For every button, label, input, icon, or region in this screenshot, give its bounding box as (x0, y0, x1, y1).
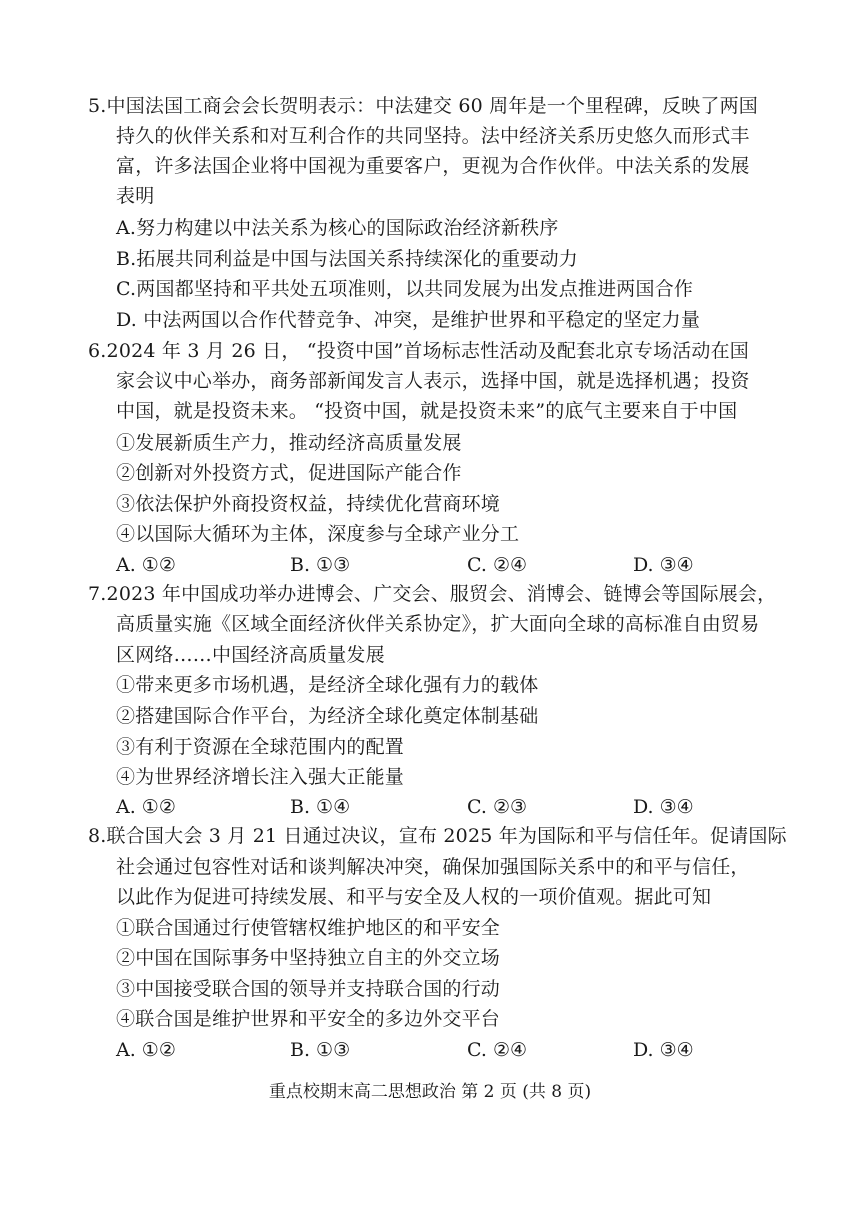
question-6-item-1: ①发展新质生产力，推动经济高质量发展 (116, 432, 462, 454)
question-7-item-3: ③有利于资源在全球范围内的配置 (116, 736, 405, 758)
question-8-item-2: ②中国在国际事务中坚持独立自主的外交立场 (116, 947, 501, 969)
question-7-item-4: ④为世界经济增长注入强大正能量 (116, 766, 405, 788)
question-7-stem-line-2: 高质量实施《区域全面经济伙伴关系协定》，扩大面向全球的高标准自由贸易 (116, 613, 760, 635)
question-8-choice-c: C. ②④ (467, 1039, 528, 1061)
question-7-stem-line-1: 7.2023 年中国成功举办进博会、广交会、服贸会、消博会、链博会等国际展会， (88, 583, 777, 605)
question-6-item-4: ④以国际大循环为主体，深度参与全球产业分工 (116, 523, 520, 545)
question-8-stem-line-1: 8.联合国大会 3 月 21 日通过决议，宣布 2025 年为国际和平与信任年。促请国际 (88, 825, 787, 847)
question-5-option-a: A.努力构建以中法关系为核心的国际政治经济新秩序 (116, 217, 559, 239)
question-5-stem-line-2: 持久的伙伴关系和对互利合作的共同坚持。法中经济关系历史悠久而形式丰 (116, 125, 750, 147)
question-8-choice-b: B. ①③ (290, 1039, 351, 1061)
question-6-stem-line-1: 6.2024 年 3 月 26 日， “投资中国”首场标志性活动及配套北京专场活动在国 (88, 340, 750, 362)
question-5-stem-line-1: 5.中国法国工商会会长贺明表示：中法建交 60 周年是一个里程碑，反映了两国 (88, 95, 758, 117)
question-5-option-d: D. 中法两国以合作代替竞争、冲突，是维护世界和平稳定的坚定力量 (116, 309, 701, 331)
question-7-choice-c: C. ②③ (467, 796, 528, 818)
question-8-choice-a: A. ①② (116, 1039, 176, 1061)
question-5-stem-line-4: 表明 (116, 185, 155, 207)
question-7-choice-d: D. ③④ (633, 796, 694, 818)
question-6-item-3: ③依法保护外商投资权益，持续优化营商环境 (116, 493, 501, 515)
question-6-stem-line-2: 家会议中心举办，商务部新闻发言人表示，选择中国，就是选择机遇；投资 (116, 370, 750, 392)
page-footer: 重点校期末高二思想政治 第 2 页 (共 8 页) (268, 1082, 592, 1102)
question-8-item-4: ④联合国是维护世界和平安全的多边外交平台 (116, 1008, 501, 1030)
question-6-choice-c: C. ②④ (467, 554, 528, 576)
question-7-choice-a: A. ①② (116, 796, 176, 818)
question-5-stem-line-3: 富，许多法国企业将中国视为重要客户，更视为合作伙伴。中法关系的发展 (116, 155, 750, 177)
question-7-item-1: ①带来更多市场机遇，是经济全球化强有力的载体 (116, 674, 539, 696)
question-6-stem-line-3: 中国，就是投资未来。 “投资中国，就是投资未来”的底气主要来自于中国 (116, 400, 738, 422)
question-8-choice-d: D. ③④ (633, 1039, 694, 1061)
question-6-item-2: ②创新对外投资方式，促进国际产能合作 (116, 462, 462, 484)
question-5-option-b: B.拓展共同利益是中国与法国关系持续深化的重要动力 (116, 248, 579, 270)
question-8-item-1: ①联合国通过行使管辖权维护地区的和平安全 (116, 917, 501, 939)
question-8-item-3: ③中国接受联合国的领导并支持联合国的行动 (116, 978, 501, 1000)
question-7-stem-line-3: 区网络……中国经济高质量发展 (116, 644, 385, 666)
question-7-item-2: ②搭建国际合作平台，为经济全球化奠定体制基础 (116, 705, 539, 727)
question-8-stem-line-3: 以此作为促进可持续发展、和平与安全及人权的一项价值观。据此可知 (116, 886, 712, 908)
question-7-choice-b: B. ①④ (290, 796, 351, 818)
question-6-choice-b: B. ①③ (290, 554, 351, 576)
question-6-choice-d: D. ③④ (633, 554, 694, 576)
question-8-stem-line-2: 社会通过包容性对话和谈判解决冲突，确保加强国际关系中的和平与信任， (116, 856, 750, 878)
question-6-choice-a: A. ①② (116, 554, 176, 576)
question-5-option-c: C.两国都坚持和平共处五项准则，以共同发展为出发点推进两国合作 (116, 278, 694, 300)
